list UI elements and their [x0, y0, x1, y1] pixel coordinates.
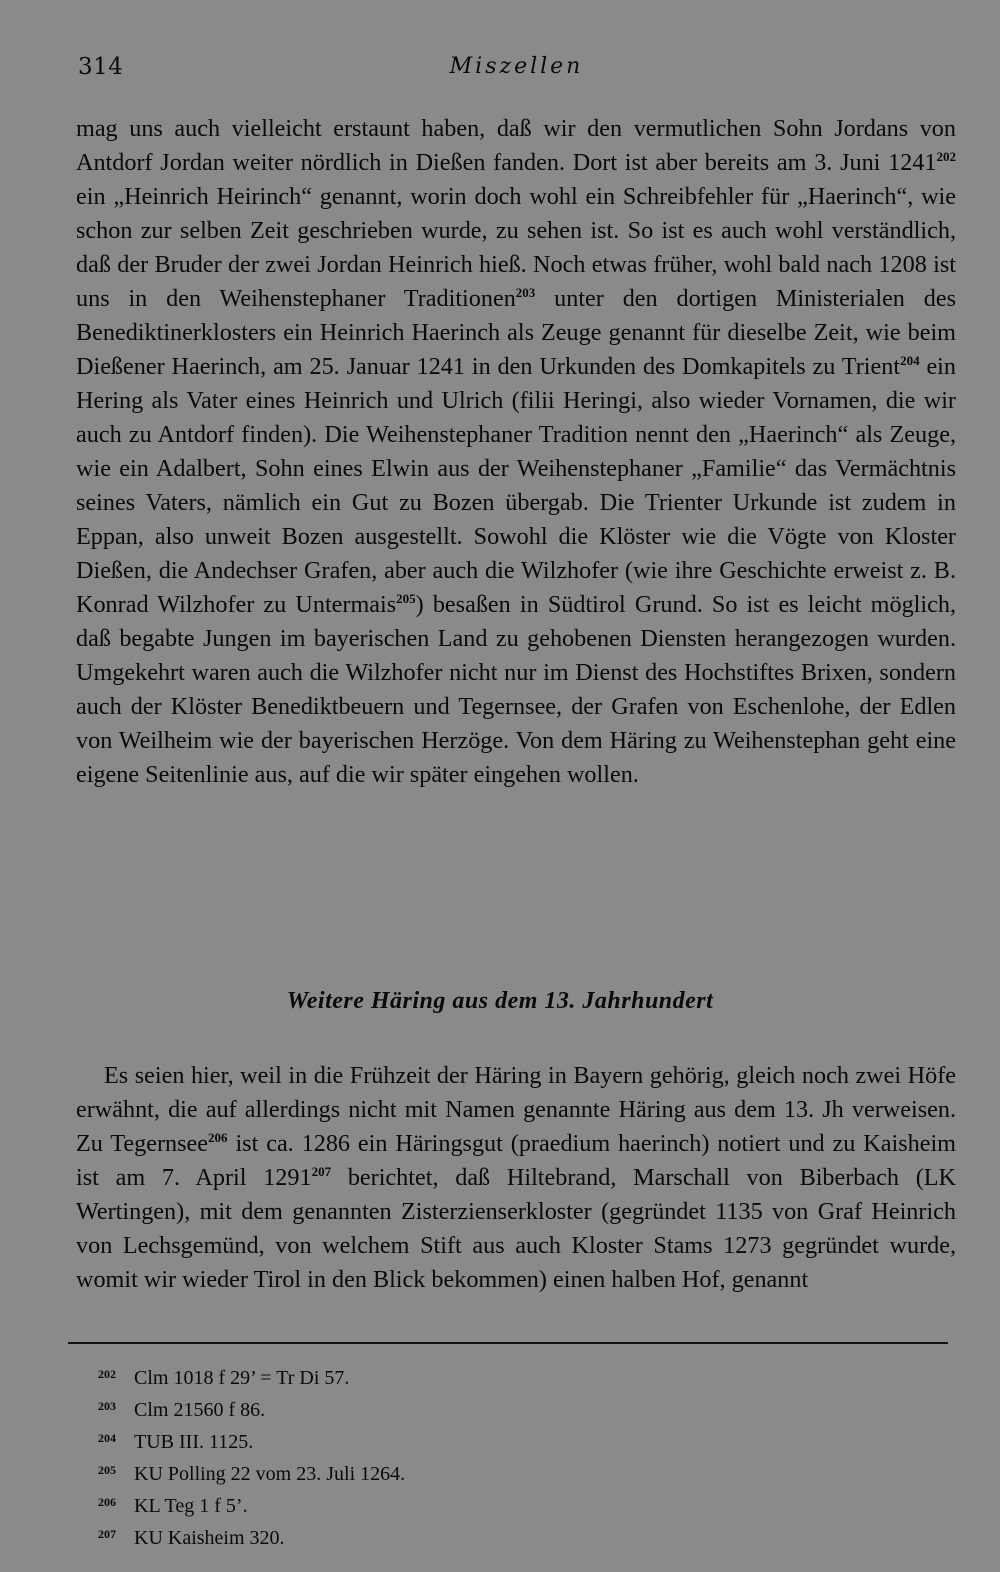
- footnote-number: 206: [98, 1495, 116, 1509]
- body-paragraph-1: [76, 112, 956, 792]
- text-run: Es seien hier, weil in die Frühzeit der Häring in Bayern gehörig, gleich noch zwei Höfe erwähnt, die auf allerdings nicht mit Namen genannte Häring aus dem 13. Jh verweisen. Zu Tegernsee: [76, 1062, 956, 1157]
- footnote-item: [98, 1488, 405, 1520]
- text-run: mag uns auch vielleicht erstaunt haben, daß wir den vermutlichen Sohn Jordans von Antdorf Jordan weiter nördlich in Dießen fanden. Dort ist aber bereits am 3. Juni 1241: [76, 115, 956, 176]
- body-paragraph-2: [76, 1059, 956, 1297]
- footnote-ref-204[interactable]: 204: [900, 353, 920, 368]
- footnote-text: KU Kaisheim 320.: [134, 1527, 285, 1549]
- footnote-ref-206[interactable]: 206: [208, 1130, 228, 1145]
- footnote-text: KU Polling 22 vom 23. Juli 1264.: [134, 1463, 406, 1485]
- footnote-number: 204: [98, 1431, 116, 1445]
- footnote-text: Clm 21560 f 86.: [134, 1399, 266, 1421]
- footnote-ref-205[interactable]: 205: [396, 591, 416, 606]
- text-run: ein „Heinrich Heirinch“ genannt, worin doch wohl ein Schreibfehler für „Haerinch“, wie schon zur selben Zeit geschrieben wurde, zu sehen ist. So ist es auch wohl verständlich, daß der Bruder der zwei Jordan Heinrich hieß. Noch etwas früher, wohl bald nach 1208 ist uns in den Weihenstephaner Traditionen: [76, 183, 956, 312]
- footnote-text: TUB III. 1125.: [134, 1431, 254, 1453]
- footnote-number: 205: [98, 1463, 116, 1477]
- text-run: ein Hering als Vater eines Heinrich und Ulrich (filii Heringi, also wieder Vornamen, die wir auch zu Antdorf finden). Die Weihenstephaner Tradition nennt den „Haerinch“ als Zeuge, wie ein Adalbert, Sohn eines Elwin aus der Weihenstephaner „Familie“ das Vermächtnis seines Vaters, nämlich ein Gut zu Bozen übergab. Die Trienter Urkunde ist zudem in Eppan, also unweit Bozen ausgestellt. Sowohl die Klöster wie die Vögte von Kloster Dießen, die Andechser Grafen, aber auch die Wilzhofer (wie ihre Geschichte erweist z. B. Konrad Wilzhofer zu Untermais: [76, 353, 956, 618]
- footnote-ref-203[interactable]: 203: [515, 285, 536, 300]
- footnote-number: 207: [98, 1527, 116, 1541]
- text-run: ) besaßen in Südtirol Grund. So ist es leicht möglich, daß begabte Jungen im bayerischen Land zu gehobenen Diensten herangezogen wurden. Umgekehrt waren auch die Wilzhofer nicht nur im Dienst des Hochstiftes Brixen, sondern auch der Klöster Benediktbeuern und Tegernsee, der Grafen von Eschenlohe, der Edlen von Weilheim wie der bayerischen Herzöge. Von dem Häring zu Weihenstephan geht eine eigene Seitenlinie aus, auf die wir später eingehen wollen.: [76, 591, 956, 788]
- footnote-list: [98, 1360, 405, 1552]
- page-header: [78, 54, 955, 94]
- page-number: 314: [78, 54, 124, 80]
- footnote-ref-207[interactable]: 207: [311, 1164, 332, 1179]
- footnote-item: [98, 1360, 405, 1392]
- footnote-text: Clm 1018 f 29’ = Tr Di 57.: [134, 1367, 350, 1389]
- text-run: ist ca. 1286 ein Häringsgut (praedium haerinch) notiert und zu Kaisheim ist am 7. April 1291: [76, 1130, 956, 1191]
- footnote-item: [98, 1392, 405, 1424]
- footnote-item: [98, 1456, 405, 1488]
- footnote-text: KL Teg 1 f 5’.: [134, 1495, 248, 1517]
- text-run: berichtet, daß Hiltebrand, Marschall von Biberbach (LK Wertingen), mit dem genannten Zisterzienserkloster (gegründet 1135 von Graf Heinrich von Lechsgemünd, von welchem Stift aus auch Kloster Stams 1273 gegründet wurde, womit wir wieder Tirol in den Blick bekommen) einen halben Hof, genannt: [76, 1164, 957, 1293]
- text-run: unter den dortigen Ministerialen des Benediktinerklosters ein Heinrich Haerinch als Zeuge genannt für dieselbe Zeit, wie beim Dießener Haerinch, am 25. Januar 1241 in den Urkunden des Domkapitels zu Trient: [76, 285, 956, 380]
- running-head: Miszellen: [449, 54, 584, 79]
- footnote-number: 202: [98, 1367, 116, 1381]
- footnote-item: [98, 1424, 405, 1456]
- footnote-item: [98, 1520, 405, 1552]
- footnote-divider: [68, 1342, 948, 1344]
- section-heading: Weitere Häring aus dem 13. Jahrhundert: [286, 988, 714, 1014]
- footnote-number: 203: [98, 1399, 116, 1413]
- footnote-ref-202[interactable]: 202: [936, 149, 956, 164]
